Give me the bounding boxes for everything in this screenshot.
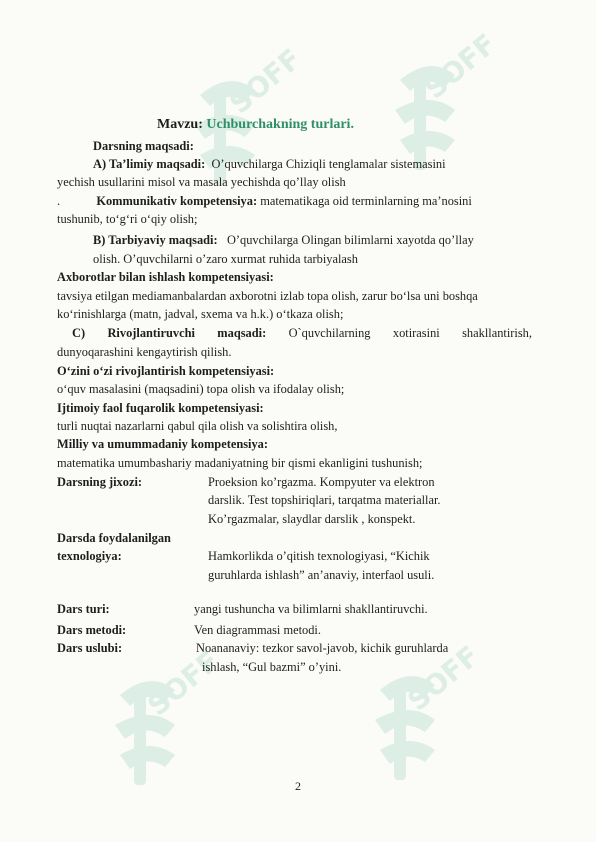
watermark-logo-icon: [360, 639, 486, 800]
technology-line-2: guruhlarda ishlash” an’anaviy, interfaol usuli.: [208, 568, 435, 582]
lesson-type-label: Dars turi:: [57, 602, 110, 616]
goal-c-line: [72, 326, 532, 341]
technology-line-1: Hamkorlikda o’qitish texnologiyasi, “Kichik: [208, 549, 430, 563]
goal-b-label: B) Tarbiyaviy maqsadi:: [93, 233, 218, 247]
culture-text: matematika umumbashariy madaniyatning bir qismi ekanligini tushunish;: [57, 456, 423, 470]
info-text-2: ko‘rinishlarga (matn, jadval, sxema va h.k.) o‘tkaza olish;: [57, 307, 344, 321]
lesson-style-line-1: Noananaviy: tezkor savol-javob, kichik guruhlarda: [196, 641, 449, 655]
self-label: O‘zini o‘zi rivojlantirish kompetensiyasi:: [57, 364, 275, 378]
comm-text-2: tushunib, to‘g‘ri o‘qiy olish;: [57, 212, 198, 226]
goal-c-text: O`quvchilarning xotirasini shakllantirish,: [288, 326, 532, 340]
svg-text:SOFF: SOFF: [401, 639, 486, 718]
title-topic: Uchburchakning turlari.: [206, 117, 354, 132]
goal-c-label: C) Rivojlantiruvchi maqsadi:: [72, 326, 267, 340]
svg-text:SOFF: SOFF: [223, 42, 308, 121]
lesson-style-label: Dars uslubi:: [57, 641, 123, 655]
social-text: turli nuqtai nazarlarni qabul qila olish va solishtira olish,: [57, 419, 338, 433]
info-text: tavsiya etilgan mediamanbalardan axborotni izlab topa olish, zarur bo‘lsa uni boshqa: [57, 289, 478, 303]
equipment-line-3: Ko’rgazmalar, slaydlar darslik , konspekt.: [208, 512, 416, 526]
svg-text:SOFF: SOFF: [418, 27, 503, 106]
watermark-logo: [360, 639, 486, 800]
self-text: o‘quv masalasini (maqsadini) topa olish va ifodalay olish;: [57, 382, 345, 396]
lesson-type-value: yangi tushuncha va bilimlarni shakllantiruvchi.: [194, 602, 428, 616]
lesson-method-value: Ven diagrammasi metodi.: [194, 623, 321, 637]
technology-label-1: Darsda foydalanilgan: [57, 531, 171, 545]
equipment-line-1: Proeksion ko’rgazma. Kompyuter va elektron: [208, 475, 435, 489]
goal-a-text: O’quvchilarga Chiziqli tenglamalar sistemasini: [211, 157, 446, 171]
goal-b-text: O’quvchilarga Olingan bilimlarni xayotda qo’llay: [226, 233, 474, 247]
comm-text: matematikaga oid terminlarning ma’nosini: [260, 194, 472, 208]
goal-c-text-2: dunyoqarashini kengaytirish qilish.: [57, 345, 232, 359]
title-label: Mavzu:: [157, 117, 203, 132]
lesson-style-line-2: ishlash, “Gul bazmi” o’yini.: [202, 660, 342, 674]
lesson-method-label: Dars metodi:: [57, 623, 127, 637]
goal-a-line: [93, 157, 446, 172]
page-title: [157, 117, 354, 133]
goal-b-line: [93, 233, 474, 248]
equipment-label: Darsning jixozi:: [57, 475, 143, 489]
svg-text:SOFF: SOFF: [141, 644, 226, 723]
goals-heading: Darsning maqsadi:: [93, 139, 194, 153]
culture-label: Milliy va umummadaniy kompetensiya:: [57, 437, 268, 451]
goal-b-text-2: olish. O’quvchilarni o’zaro xurmat ruhida tarbiyalash: [93, 252, 358, 266]
page-number: 2: [295, 779, 301, 793]
equipment-line-2: darslik. Test topshiriqlari, tarqatma materiallar.: [208, 493, 441, 507]
social-label: Ijtimoiy faol fuqarolik kompetensiyasi:: [57, 401, 264, 415]
goal-a-text-2: yechish usullarini misol va masala yechishda qo’llay olish: [57, 175, 346, 189]
goal-a-label: A) Ta’limiy maqsadi:: [93, 157, 206, 171]
comm-label: Kommunikativ kompetensiya:: [96, 194, 258, 208]
technology-label-2: texnologiya:: [57, 549, 122, 563]
comm-dot: .: [57, 194, 61, 208]
comm-line: [57, 194, 472, 209]
info-label: Axborotlar bilan ishlash kompetensiyasi:: [57, 270, 274, 284]
